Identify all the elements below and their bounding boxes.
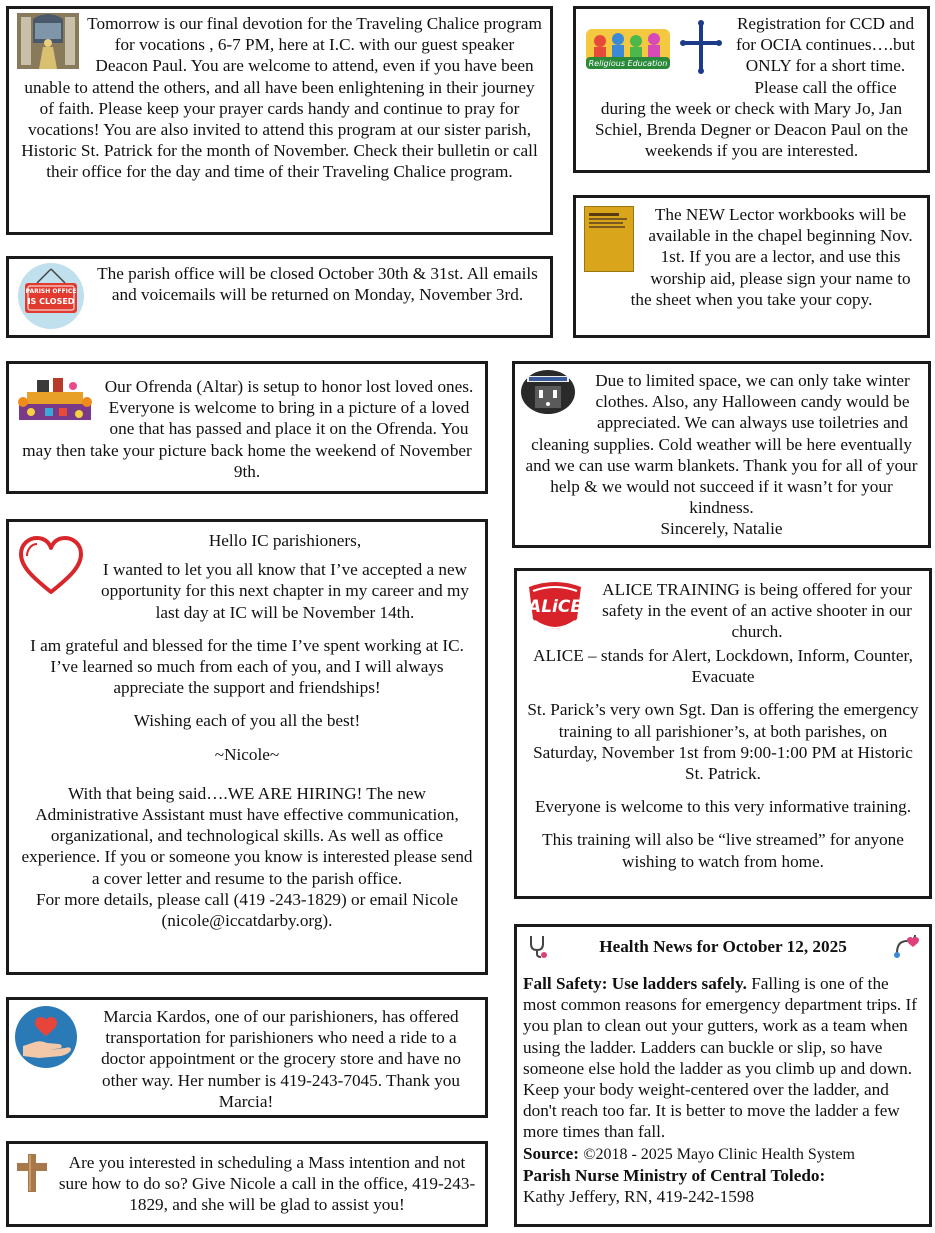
alice-stands-for: ALICE – stands for Alert, Lockdown, Inform, Counter, Evacuate	[533, 646, 913, 687]
nicole-greeting: Hello IC parishioners,	[208, 531, 362, 550]
alice-welcome: Everyone is welcome to this very informative training.	[534, 797, 912, 817]
chalice-notice	[6, 6, 553, 235]
alice-livestream: This training will also be “live streamed” for anyone wishing to watch from home.	[542, 830, 904, 871]
pantry-logo	[521, 370, 575, 414]
donations-signoff: Sincerely, Natalie	[660, 519, 783, 539]
health-contact: Kathy Jeffery, RN, 419-242-1598	[523, 1187, 755, 1207]
lector-notice	[573, 195, 930, 338]
nicole-signature: ~Nicole~	[214, 744, 280, 764]
cross-icon	[15, 1152, 49, 1194]
health-text: Falling is one of the most common reasons for emergency department trips. If you plan to clean out your gutters, work as a team when using the ladder. Ladders can buckle or slip, so have someone else hold the ladder as you climb up and down. Keep your body weight-centered over the ladder, and don't reach too far. It is better to move the ladder a few more times than fall.	[523, 974, 917, 1142]
lector-workbook-cover	[584, 206, 634, 272]
health-source-text: ©2018 - 2025 Mayo Clinic Health System	[583, 1145, 855, 1163]
office-closed-notice	[6, 256, 553, 338]
chalice-text: Tomorrow is our final devotion for the Traveling Chalice program for vocations , 6-7 PM, here at I.C. with our guest speaker Deacon Paul. You are welcome to attend, even if you have been unable to attend the others, and all have been enlightening in their journey of faith. Please keep your prayer cards handy and continue to pray for vocations! You are also invited to attend this program at our sister parish, Historic St. Patrick for the month of November. Check their bulletin or call their office for the day and time of their Traveling Chalice program.	[21, 14, 542, 182]
hiring-text: With that being said….WE ARE HIRING! The new Administrative Assistant must have effective communication, organizational, and technological skills. As well as office experience. If you or someone you know is interested please send a cover letter and resume to the parish office.	[21, 783, 473, 888]
chalice-photo	[17, 13, 79, 69]
sign-line2: IS CLOSED	[27, 297, 75, 306]
health-lead: Fall Safety: Use ladders safely.	[523, 974, 747, 993]
health-source	[523, 1143, 923, 1165]
nicole-paragraph-1: I wanted to let you all know that I’ve accepted a new opportunity for this next chapter in my career and my last day at IC will be November 14th.	[101, 560, 469, 622]
alice-training-notice	[514, 568, 932, 899]
ofrenda-text: Our Ofrenda (Altar) is setup to honor lost loved ones. Everyone is welcome to bring in a picture of a loved one that has passed and place it on the Ofrenda. You may then take your picture back home the weekend of November 9th.	[22, 377, 474, 481]
mass-intention-notice	[6, 1141, 488, 1227]
alice-offer: St. Parick’s very own Sgt. Dan is offering the emergency training to all parishioner’s, at both parishes, on Saturday, November 1st from 9:00-1:00 PM at Historic St. Patrick.	[527, 700, 919, 784]
health-news	[514, 924, 932, 1227]
nicole-letter	[6, 519, 488, 975]
nicole-paragraph-2: I am grateful and blessed for the time I’ve spent working at IC. I’ve learned so much from each of you, and I will always appreciate the support and friendships!	[30, 635, 464, 698]
ccd-text: Registration for CCD and for OCIA continues….but ONLY for a short time. Please call the office during the week or check with Mary Jo, Jan Schiel, Brenda Degner or Deacon Paul on the weekends if you are interested.	[594, 14, 916, 161]
religious-education-logo	[584, 19, 724, 75]
office-closed-text: The parish office will be closed October 30th & 31st. All emails and voicemails will be returned on Monday, November 3rd.	[97, 264, 538, 305]
nicole-paragraph-3: Wishing each of you all the best!	[133, 711, 361, 731]
alice-logo	[525, 579, 585, 639]
health-ministry: Parish Nurse Ministry of Central Toledo:	[523, 1165, 826, 1185]
donations-notice	[512, 361, 931, 548]
health-source-label: Source:	[523, 1143, 580, 1163]
ofrenda-notice	[6, 361, 488, 494]
religious-education-label: Religious Education	[588, 59, 668, 68]
helping-hand-heart-icon	[15, 1006, 77, 1068]
health-body	[523, 973, 923, 1143]
alice-intro: ALICE TRAINING is being offered for your safety in the event of an active shooter in our church.	[602, 580, 912, 642]
sign-line1: PARISH OFFICE	[25, 288, 77, 295]
heart-icon	[17, 536, 85, 598]
office-closed-sign	[17, 263, 85, 329]
transportation-notice	[6, 997, 488, 1118]
lector-text: The NEW Lector workbooks will be available in the chapel beginning Nov. 1st. If you are a lector, and use this worship aid, please sign your name to the sheet when you take your copy.	[630, 205, 913, 309]
health-title: Health News for October 12, 2025	[599, 937, 847, 956]
transportation-text: Marcia Kardos, one of our parishioners, has offered transportation for parishioners who need a ride to a doctor appointment or the grocery store and have no other way. Her number is 419-243-7045. Thank you Marcia!	[101, 1007, 461, 1111]
ofrenda-altar-image	[17, 376, 93, 422]
mass-intention-text: Are you interested in scheduling a Mass intention and not sure how to do so? Give Nicole a call in the office, 419-243-1829, and she will be glad to assist you!	[58, 1153, 476, 1215]
alice-logo-text: ALiCE	[528, 597, 582, 617]
stethoscope-heart-icon	[893, 933, 921, 959]
donations-text: Due to limited space, we can only take winter clothes. Also, any Halloween candy would be appreciated. We can always use toiletries and cleaning supplies. Cold weather will be here eventually and we can use warm blankets. Thank you for all of your help & we would not succeed if it wasn’t for your kindness.	[525, 371, 918, 518]
hiring-details: For more details, please call (419 -243-1829) or email Nicole (nicole@iccatdarby.org).	[36, 889, 458, 931]
ccd-notice	[573, 6, 930, 173]
